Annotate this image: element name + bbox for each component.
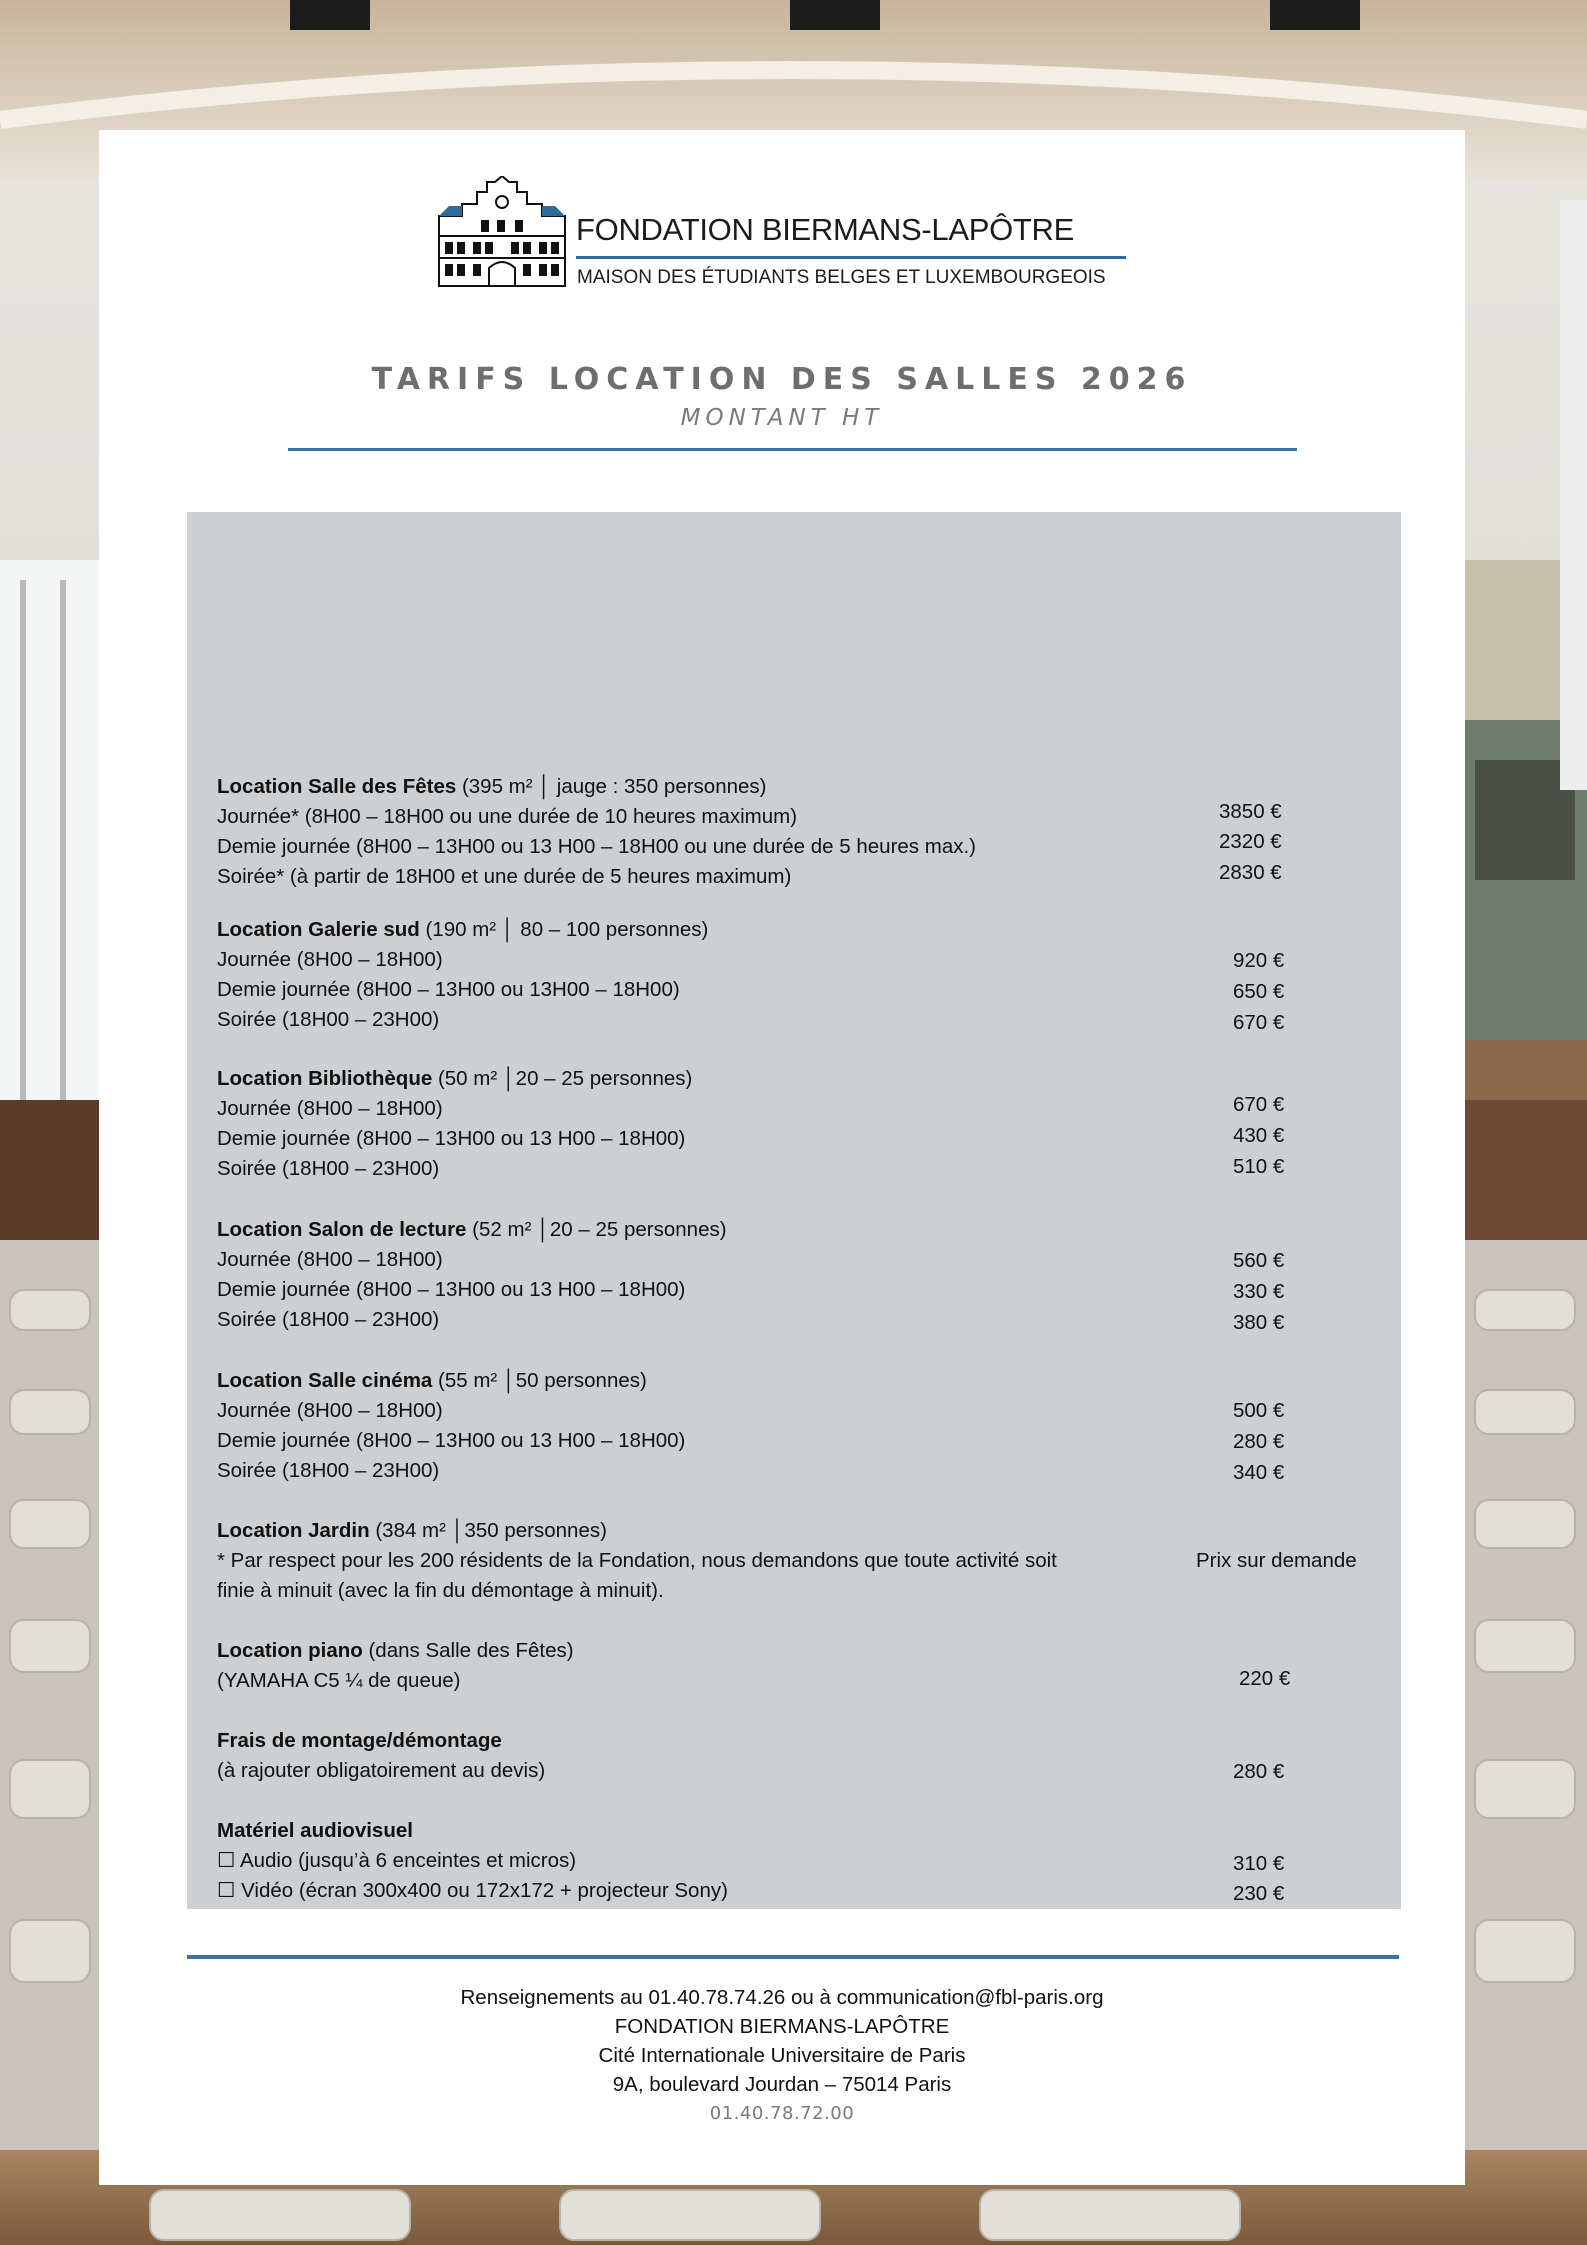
org-underline — [576, 256, 1126, 259]
price-value: 330 € — [1233, 1280, 1285, 1303]
section-detail: (190 m² │ 80 – 100 personnes) — [419, 918, 709, 941]
org-name: FONDATION BIERMANS-LAPÔTRE — [576, 212, 1075, 247]
section-heading — [217, 1516, 1377, 1546]
section-heading — [217, 1816, 1377, 1846]
checkbox-icon: ☐ — [217, 1849, 236, 1872]
section-name: Matériel audiovisuel — [217, 1819, 413, 1842]
footer-divider — [187, 1955, 1399, 1959]
footer-address: 9A, boulevard Jourdan – 75014 Paris — [612, 2073, 952, 2096]
section-name: Location Salle des Fêtes — [217, 775, 457, 798]
section-name: Frais de montage/démontage — [217, 1729, 502, 1752]
section-materiel-audiovisuel — [217, 1816, 1377, 1906]
price-row-label: Soirée* (à partir de 18H00 et une durée de 5 heures maximum) — [217, 865, 792, 888]
price-value: 340 € — [1233, 1461, 1285, 1484]
price-row-label: Journée (8H00 – 18H00) — [217, 1097, 443, 1120]
section-detail: (dans Salle des Fêtes) — [362, 1639, 574, 1662]
price-value: 500 € — [1233, 1399, 1285, 1422]
section-frais — [217, 1726, 1377, 1786]
title-divider — [288, 448, 1297, 451]
price-row-label: Soirée (18H00 – 23H00) — [217, 1459, 440, 1482]
price-row-label: Demie journée (8H00 – 13H00 ou 13 H00 – 18H00) — [217, 1429, 686, 1452]
section-heading — [217, 1215, 1377, 1245]
price-row-label: Journée (8H00 – 18H00) — [217, 1399, 443, 1422]
price-row-label: Soirée (18H00 – 23H00) — [217, 1008, 440, 1031]
section-detail: (55 m² │50 personnes) — [432, 1369, 647, 1392]
price-value: 430 € — [1233, 1124, 1285, 1147]
section-name: Location Salon de lecture — [217, 1218, 467, 1241]
price-row-label: Soirée (18H00 – 23H00) — [217, 1308, 440, 1331]
section-name: Location piano — [217, 1639, 363, 1662]
price-row-label: Demie journée (8H00 – 13H00 ou 13 H00 – 18H00) — [217, 1127, 686, 1150]
price-value: 280 € — [1233, 1430, 1285, 1453]
price-value: 650 € — [1233, 980, 1285, 1003]
price-value: 670 € — [1233, 1093, 1285, 1116]
price-panel — [187, 512, 1401, 1909]
price-value: 920 € — [1233, 949, 1285, 972]
footer-phone: 01.40.78.72.00 — [709, 2103, 855, 2124]
jardin-note: finie à minuit (avec la fin du démontage à minuit). — [217, 1579, 664, 1602]
footer-campus: Cité Internationale Universitaire de Paris — [598, 2044, 966, 2067]
section-detail: (395 m² │ jauge : 350 personnes) — [456, 775, 767, 798]
section-detail: (50 m² │20 – 25 personnes) — [432, 1067, 693, 1090]
org-subtitle: MAISON DES ÉTUDIANTS BELGES ET LUXEMBOURGEOIS — [577, 267, 1106, 288]
section-heading — [217, 772, 1377, 802]
price-value: Prix sur demande — [1196, 1549, 1357, 1572]
section-heading — [217, 1366, 1377, 1396]
price-row-label: (à rajouter obligatoirement au devis) — [217, 1759, 546, 1782]
price-row — [217, 1876, 1377, 1906]
price-row-label: Demie journée (8H00 – 13H00 ou 13 H00 – 18H00) — [217, 1278, 686, 1301]
section-name: Location Jardin — [217, 1519, 370, 1542]
section-detail: (384 m² │350 personnes) — [369, 1519, 607, 1542]
price-row-label: Journée (8H00 – 18H00) — [217, 1248, 443, 1271]
price-row — [217, 1846, 1377, 1876]
section-heading — [217, 1636, 1377, 1666]
section-heading — [217, 1064, 1377, 1094]
footer-contact — [99, 1983, 1465, 2128]
building-logo-icon — [437, 176, 567, 288]
section-name: Location Bibliothèque — [217, 1067, 433, 1090]
price-row-label: Soirée (18H00 – 23H00) — [217, 1157, 440, 1180]
price-value: 380 € — [1233, 1311, 1285, 1334]
section-piano — [217, 1636, 1377, 1696]
price-value: 310 € — [1233, 1852, 1285, 1875]
price-row-label: Demie journée (8H00 – 13H00 ou 13 H00 – 18H00 ou une durée de 5 heures max.) — [217, 835, 976, 858]
price-value: 2830 € — [1219, 861, 1282, 884]
section-name: Location Galerie sud — [217, 918, 420, 941]
section-galerie-sud — [217, 915, 1377, 1035]
price-value: 2320 € — [1219, 830, 1282, 853]
section-salle-des-fetes — [217, 772, 1377, 892]
section-heading — [217, 1726, 1377, 1756]
section-heading — [217, 915, 1377, 945]
section-detail: (52 m² │20 – 25 personnes) — [466, 1218, 727, 1241]
price-value: 230 € — [1233, 1882, 1285, 1905]
footer-org-name: FONDATION BIERMANS-LAPÔTRE — [614, 2015, 950, 2038]
price-row-label: (YAMAHA C5 ¼ de queue) — [217, 1669, 461, 1692]
footer-contact-line: Renseignements au 01.40.78.74.26 ou à communication@fbl-paris.org — [460, 1986, 1104, 2009]
price-value: 220 € — [1239, 1667, 1291, 1690]
page-title: TARIFS LOCATION DES SALLES 2026 — [371, 362, 1193, 397]
price-value: 280 € — [1233, 1760, 1285, 1783]
checkbox-icon: ☐ — [217, 1879, 236, 1902]
price-row-label: Journée* (8H00 – 18H00 ou une durée de 10 heures maximum) — [217, 805, 798, 828]
section-bibliotheque — [217, 1064, 1377, 1184]
price-row-label: Journée (8H00 – 18H00) — [217, 948, 443, 971]
section-salon-de-lecture — [217, 1215, 1377, 1335]
price-row-label: Audio (jusqu’à 6 enceintes et micros) — [235, 1849, 577, 1872]
price-value: 3850 € — [1219, 800, 1282, 823]
price-value: 510 € — [1233, 1155, 1285, 1178]
jardin-note: * Par respect pour les 200 résidents de la Fondation, nous demandons que toute activité soit — [217, 1549, 1057, 1572]
section-salle-cinema — [217, 1366, 1377, 1486]
price-row-label: Demie journée (8H00 – 13H00 ou 13H00 – 18H00) — [217, 978, 680, 1001]
tariff-sheet — [99, 130, 1465, 2185]
page-subtitle: MONTANT HT — [680, 405, 884, 431]
price-value: 560 € — [1233, 1249, 1285, 1272]
price-row-label: Vidéo (écran 300x400 ou 172x172 + projecteur Sony) — [235, 1879, 728, 1902]
section-name: Location Salle cinéma — [217, 1369, 433, 1392]
price-value: 670 € — [1233, 1011, 1285, 1034]
